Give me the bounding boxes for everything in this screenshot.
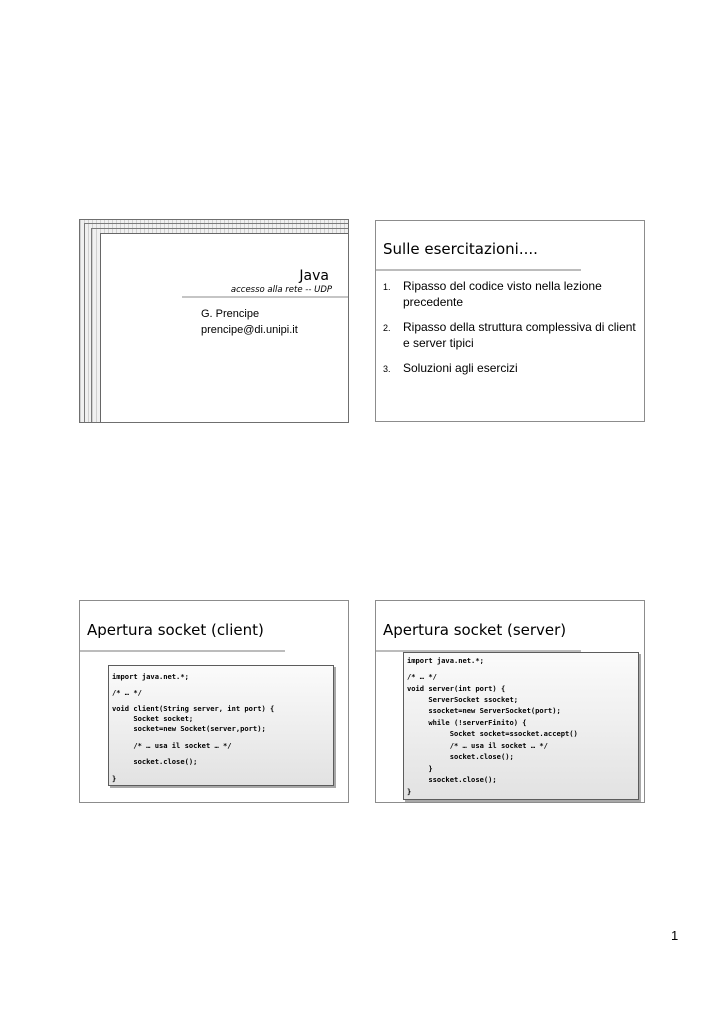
slide-heading: Java [299, 268, 329, 284]
code-line: ssocket=new ServerSocket(port); [407, 706, 561, 715]
code-line: void client(String server, int port) { [112, 704, 275, 713]
list-number: 2. [383, 323, 391, 333]
slide-socket-server [375, 600, 645, 803]
code-line: import java.net.*; [407, 656, 484, 665]
list-item [383, 360, 641, 376]
code-line: import java.net.*; [112, 672, 189, 681]
code-line: /* … */ [112, 688, 142, 697]
code-line: } [112, 774, 117, 783]
code-line: /* … usa il socket … */ [112, 741, 232, 750]
code-line: while (!serverFinito) { [407, 718, 527, 727]
page-number: 1 [671, 928, 679, 943]
author-email: prencipe@di.unipi.it [201, 324, 298, 336]
author-name: G. Prencipe [201, 308, 260, 320]
code-block [108, 665, 334, 786]
code-line: } [407, 764, 433, 773]
slide-heading: Sulle esercitazioni.... [383, 240, 538, 258]
code-line: /* … usa il socket … */ [407, 741, 548, 750]
list-number: 1. [383, 282, 391, 292]
code-line: void server(int port) { [407, 684, 506, 693]
slide-subtitle: accesso alla rete -- UDP [230, 285, 332, 295]
code-block [403, 652, 639, 800]
author-block [201, 306, 298, 338]
code-line: } [407, 787, 412, 796]
list-number: 3. [383, 364, 391, 374]
title-underline [80, 650, 285, 652]
code-line: ServerSocket ssocket; [407, 695, 519, 704]
slide-esercitazioni [375, 220, 645, 422]
list-text: Ripasso della struttura complessiva di client e server tipici [403, 320, 636, 350]
numbered-list [383, 278, 641, 385]
slide-title-java [79, 219, 349, 423]
code-line: Socket socket; [112, 714, 194, 723]
slide-heading: Apertura socket (server) [383, 621, 567, 639]
slide-heading: Apertura socket (client) [87, 621, 264, 639]
divider [182, 296, 348, 298]
list-text: Soluzioni agli esercizi [403, 361, 518, 375]
code-line: Socket socket=ssocket.accept() [407, 729, 578, 738]
slide-socket-client [79, 600, 349, 803]
code-line: ssocket.close(); [407, 775, 497, 784]
list-item [383, 278, 641, 310]
code-line: socket=new Socket(server,port); [112, 724, 266, 733]
title-underline [376, 269, 581, 271]
code-line: socket.close(); [112, 757, 198, 766]
code-line: /* … */ [407, 672, 437, 681]
list-item [383, 319, 641, 351]
code-line: socket.close(); [407, 752, 514, 761]
list-text: Ripasso del codice visto nella lezione precedente [403, 279, 602, 309]
